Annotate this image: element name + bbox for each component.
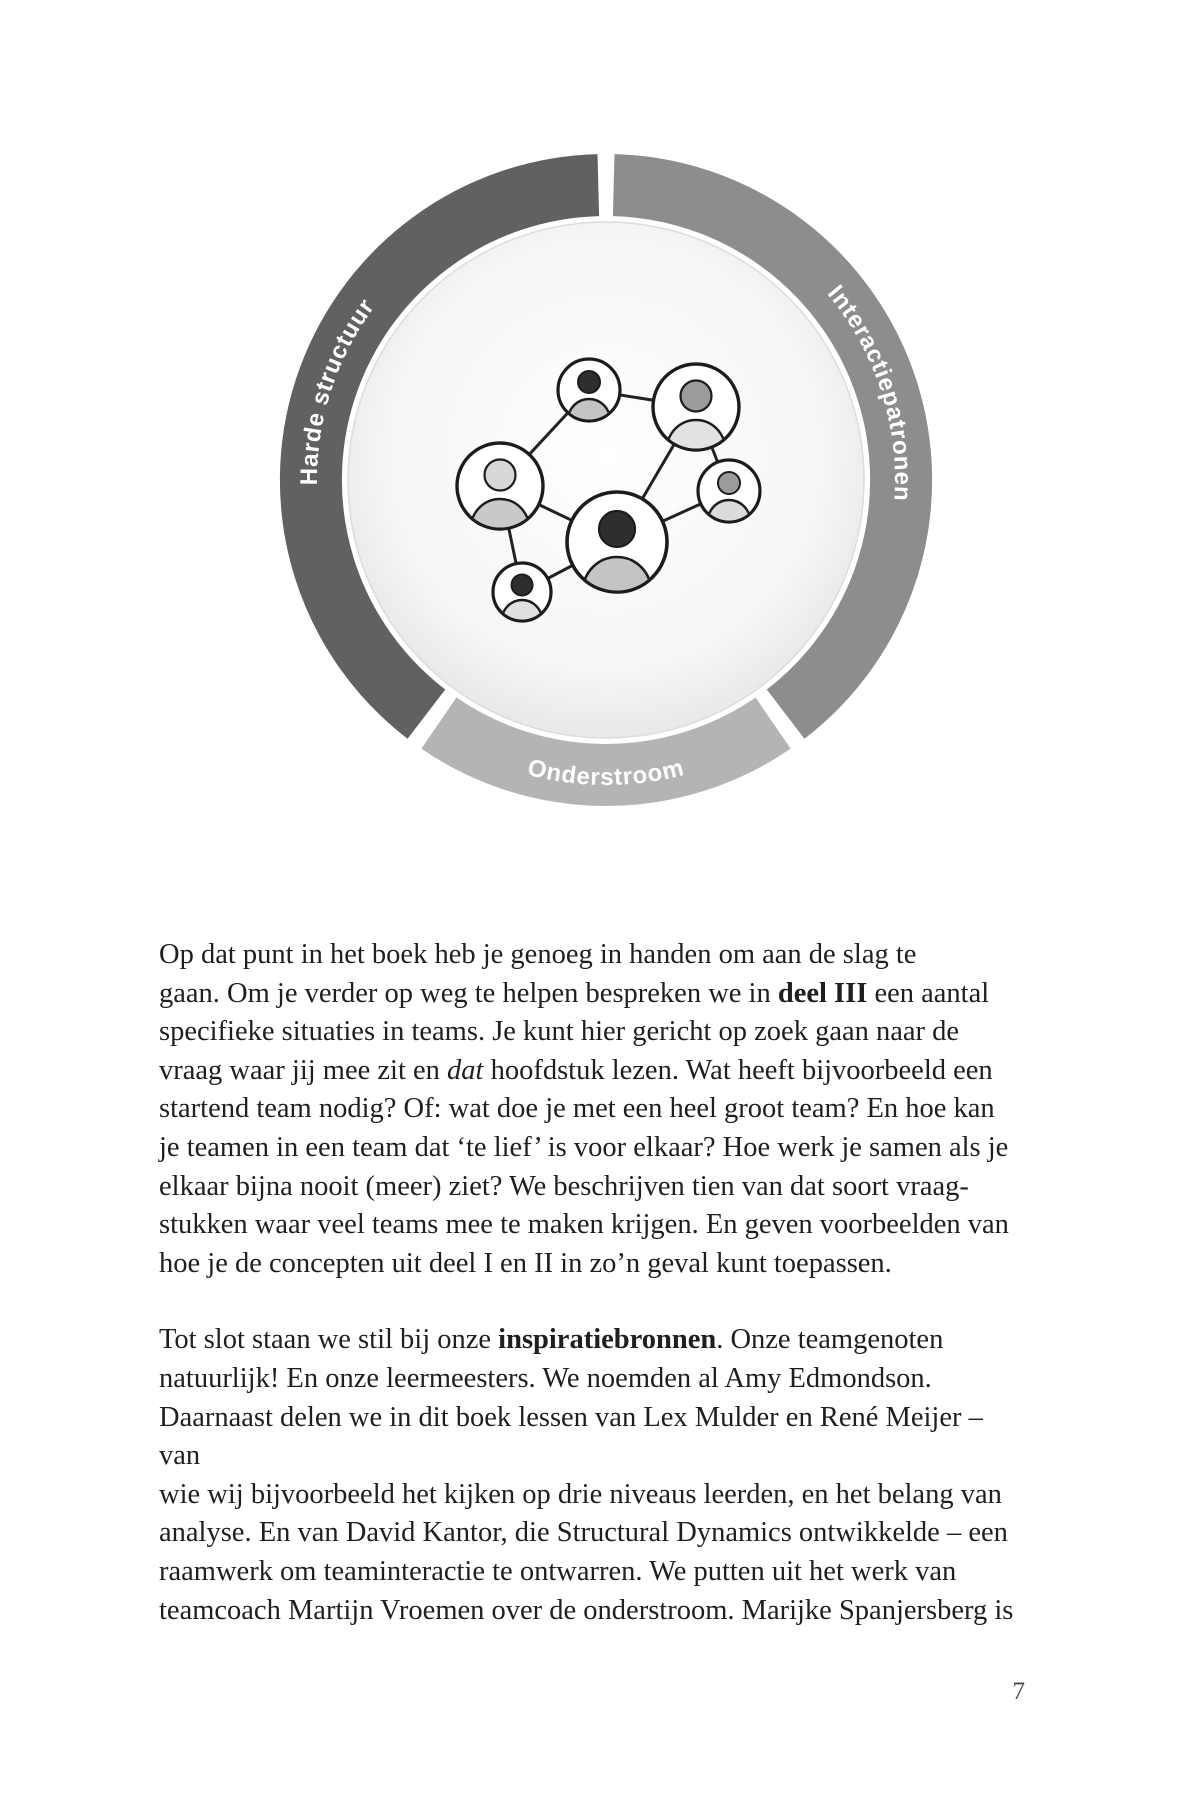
text-run: elkaar bijna nooit (meer) ziet? We beschrijven tien van dat soort vraag- bbox=[159, 1170, 969, 1202]
text-run: natuurlijk! En onze leermeesters. We noemden al Amy Edmondson. bbox=[159, 1362, 932, 1394]
text-run: hoofdstuk lezen. Wat heeft bijvoorbeeld een bbox=[483, 1054, 993, 1086]
text-run: een aantal bbox=[867, 977, 990, 1009]
text-run: analyse. En van David Kantor, die Structural Dynamics ontwikkelde – een bbox=[159, 1517, 1008, 1549]
text-run: . Onze teamgenoten bbox=[716, 1324, 944, 1356]
segment-label-onderstroom: Onderstroom bbox=[525, 754, 687, 792]
text-run: raamwerk om teaminteractie te ontwarren. We putten uit het werk van bbox=[159, 1555, 957, 1587]
text-run: hoe je de concepten uit deel I en II in zo’n geval kunt toepassen. bbox=[159, 1247, 892, 1279]
text-run: Tot slot staan we stil bij onze bbox=[159, 1324, 499, 1356]
text-run: je teamen in een team dat ‘te lief’ is voor elkaar? Hoe werk je samen als je bbox=[159, 1131, 1009, 1163]
segment-label-interactiepatronen: Interactiepatronen bbox=[822, 280, 917, 503]
text-run: deel III bbox=[777, 977, 868, 1009]
diagram-inner-disc bbox=[348, 222, 864, 738]
text-run: gaan. Om je verder op weg te helpen bespreken we in bbox=[159, 977, 778, 1009]
paragraph bbox=[159, 1321, 1031, 1630]
page-number: 7 bbox=[1012, 1678, 1025, 1705]
text-run: startend team nodig? Of: wat doe je met een heel groot team? En hoe kan bbox=[159, 1093, 995, 1125]
text-run: inspiratiebronnen bbox=[498, 1324, 717, 1356]
text-run: wie wij bijvoorbeeld het kijken op drie niveaus leerden, en het belang van bbox=[159, 1478, 1002, 1510]
text-run: specifieke situaties in teams. Je kunt hier gericht op zoek gaan naar de bbox=[159, 1016, 960, 1048]
text-run: Daarnaast delen we in dit boek lessen van Lex Mulder en René Meijer – van bbox=[159, 1401, 983, 1472]
paragraph bbox=[159, 936, 1031, 1283]
text-run: stukken waar veel teams mee te maken krijgen. En geven voorbeelden van bbox=[159, 1209, 1009, 1241]
text-run: vraag waar jij mee zit en bbox=[159, 1054, 448, 1086]
text-run: dat bbox=[447, 1054, 484, 1086]
segment-label-harde-structuur: Harde structuur bbox=[295, 293, 381, 486]
body-text bbox=[159, 936, 1031, 1668]
text-run: Op dat punt in het boek heb je genoeg in handen om aan de slag te bbox=[159, 939, 917, 970]
text-run: teamcoach Martijn Vroemen over de onderstroom. Marijke Spanjersberg is bbox=[159, 1594, 1014, 1626]
team-model-diagram bbox=[276, 150, 936, 810]
